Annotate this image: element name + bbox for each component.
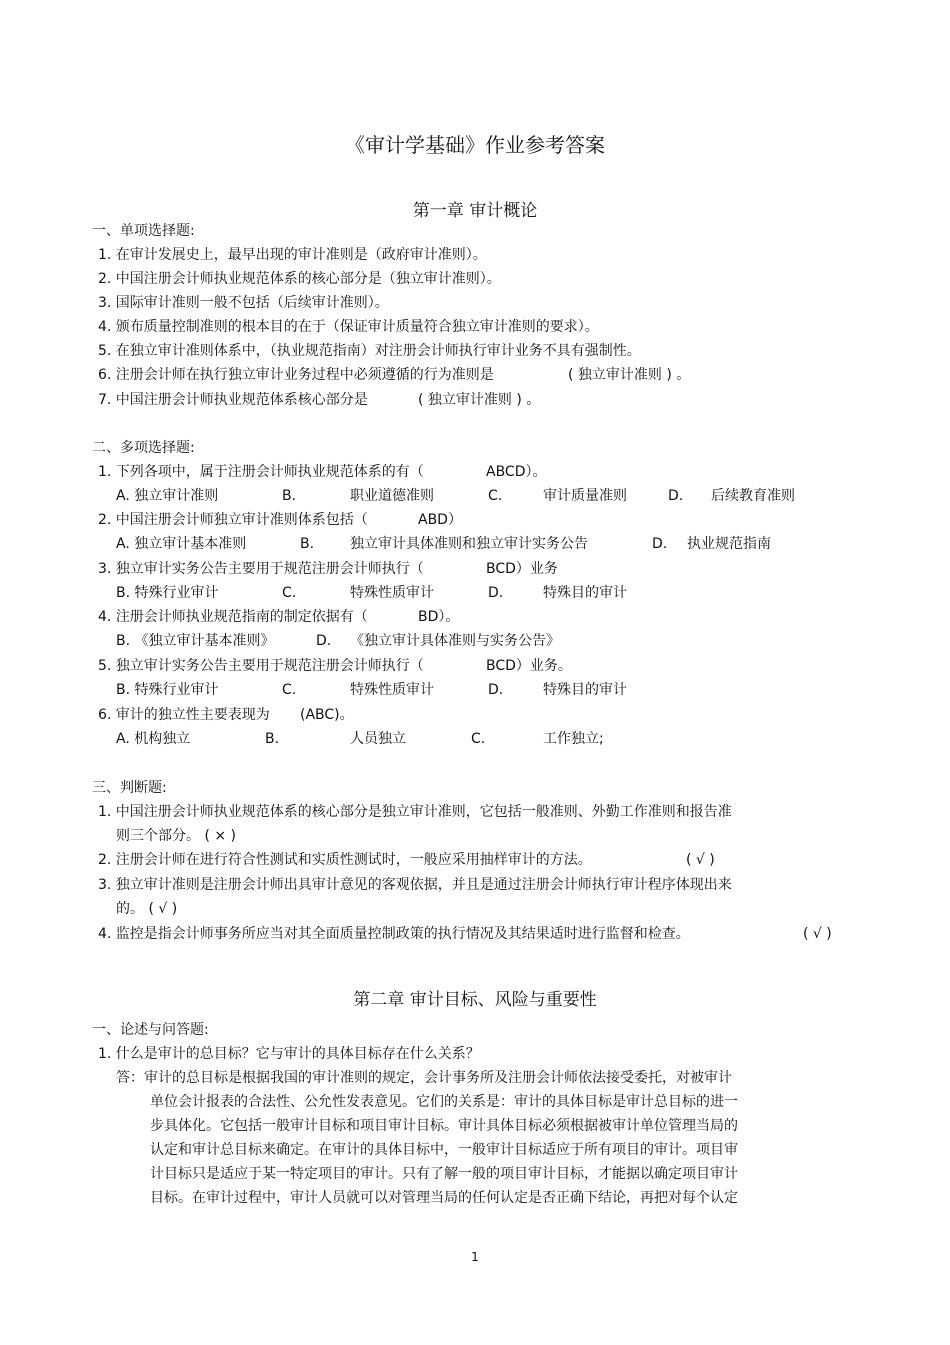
multi-choice-q2: 2. 中国注册会计师独立审计准则体系包括（ [98,512,368,528]
multi-choice-q5-option: C. [282,682,297,698]
single-choice-q6-answer: ( 独立审计准则 ) 。 [568,367,691,383]
multi-choice-q5: 5. 独立审计实务公告主要用于规范注册会计师执行（ [98,658,424,674]
multi-choice-q1-option: D. [668,488,684,504]
multi-choice-q4-option: 《独立审计具体准则与实务公告》 [350,633,560,649]
section-single-choice-heading: 一、单项选择题: [92,223,195,239]
essay-answer-line: 答：审计的总目标是根据我国的审计准则的规定，会计事务所及注册会计师依法接受委托，对被审计 [116,1070,732,1086]
true-false-q2-answer: ( √ ) [686,852,715,868]
essay-answer-line: 认定和审计总目标来确定。在审计的具体目标中，一般审计目标适应于所有项目的审计。项目审 [150,1142,738,1158]
true-false-q4-answer: ( √ ) [803,926,832,942]
multi-choice-q1-option: 职业道德准则 [350,488,434,504]
single-choice-q4: 4. 颁布质量控制准则的根本目的在于（保证审计质量符合独立审计准则的要求）。 [98,319,599,335]
multi-choice-q3-option: D. [488,585,504,601]
single-choice-q2: 2. 中国注册会计师执业规范体系的核心部分是（独立审计准则）。 [98,271,501,287]
multi-choice-q6-answer: (ABC)。 [300,707,354,723]
multi-choice-q4: 4. 注册会计师执业规范指南的制定依据有（ [98,609,368,625]
true-false-q4: 4. 监控是指会计师事务所应当对其全面质量控制政策的执行情况及其结果适时进行监督和检查。 [98,926,690,942]
single-choice-q7-answer: ( 独立审计准则 ) 。 [418,392,541,408]
multi-choice-q1-option: C. [488,488,503,504]
multi-choice-q1-option: A. 独立审计准则 [116,488,219,504]
single-choice-q6: 6. 注册会计师在执行独立审计业务过程中必须遵循的行为准则是 [98,367,494,383]
multi-choice-q4-option: B. 《独立审计基本准则》 [116,633,275,649]
multi-choice-q2-option: D. [652,536,668,552]
essay-q1: 1. 什么是审计的总目标？它与审计的具体目标存在什么关系？ [98,1046,480,1062]
multi-choice-q6-option: C. [471,731,486,747]
multi-choice-q2-option: 独立审计具体准则和独立审计实务公告 [350,536,588,552]
single-choice-q5: 5. 在独立审计准则体系中，（执业规范指南）对注册会计师执行审计业务不具有强制性。 [98,343,641,359]
page-number: 1 [471,1250,479,1264]
true-false-q1: 1. 中国注册会计师执业规范体系的核心部分是独立审计准则，它包括一般准则、外勤工作准则和报告准 [98,804,732,820]
essay-answer-line: 单位会计报表的合法性、公允性发表意见。它们的关系是：审计的具体目标是审计总目标的进一 [150,1094,738,1110]
section-multi-choice-heading: 二、多项选择题: [92,440,195,456]
multi-choice-q1-option: B. [282,488,297,504]
multi-choice-q6-option: B. [265,731,280,747]
multi-choice-q5-option: 特殊目的审计 [543,682,627,698]
multi-choice-q5-option: D. [488,682,504,698]
multi-choice-q2-option: A. 独立审计基本准则 [116,536,247,552]
multi-choice-q4-option: D. [316,633,332,649]
true-false-q3-continuation: 的。 ( √ ) [116,901,178,917]
multi-choice-q6-option: A. 机构独立 [116,731,191,747]
true-false-q2: 2. 注册会计师在进行符合性测试和实质性测试时，一般应采用抽样审计的方法。 [98,852,592,868]
multi-choice-q3-option: B. 特殊行业审计 [116,585,219,601]
essay-answer-line: 目标。在审计过程中，审计人员就可以对管理当局的任何认定是否正确下结论，再把对每个认定 [150,1190,738,1206]
multi-choice-q1-option: 审计质量准则 [543,488,627,504]
multi-choice-q5-option: 特殊性质审计 [350,682,434,698]
single-choice-q7: 7. 中国注册会计师执业规范体系核心部分是 [98,392,368,408]
multi-choice-q3-option: 特殊目的审计 [543,585,627,601]
multi-choice-q1-answer: ABCD）。 [486,464,547,480]
multi-choice-q3-answer: BCD）业务 [486,561,558,577]
multi-choice-q6-option: 人员独立 [350,731,406,747]
true-false-q1-continuation: 则三个部分。 ( × ) [116,828,237,844]
multi-choice-q3-option: 特殊性质审计 [350,585,434,601]
chapter-2-heading: 第二章 审计目标、风险与重要性 [353,990,597,1010]
section-true-false-heading: 三、判断题: [92,780,167,796]
multi-choice-q4-answer: BD）。 [418,609,460,625]
single-choice-q1: 1. 在审计发展史上，最早出现的审计准则是（政府审计准则）。 [98,247,487,263]
true-false-q3: 3. 独立审计准则是注册会计师出具审计意见的客观依据，并且是通过注册会计师执行审计程序体现出来 [98,877,732,893]
multi-choice-q2-option: 执业规范指南 [687,536,771,552]
single-choice-q3: 3. 国际审计准则一般不包括（后续审计准则）。 [98,295,389,311]
multi-choice-q3: 3. 独立审计实务公告主要用于规范注册会计师执行（ [98,561,424,577]
multi-choice-q5-answer: BCD）业务。 [486,658,572,674]
multi-choice-q1: 1. 下列各项中，属于注册会计师执业规范体系的有（ [98,464,424,480]
document-title: 《审计学基础》作业参考答案 [345,133,605,157]
section-essay-heading: 一、论述与问答题: [92,1022,209,1038]
multi-choice-q3-option: C. [282,585,297,601]
essay-answer-line: 计目标只是适应于某一特定项目的审计。只有了解一般的项目审计目标，才能据以确定项目审计 [150,1166,738,1182]
multi-choice-q2-answer: ABD） [418,512,462,528]
multi-choice-q6-option: 工作独立; [543,731,604,747]
multi-choice-q6: 6. 审计的独立性主要表现为 [98,707,270,723]
multi-choice-q5-option: B. 特殊行业审计 [116,682,219,698]
multi-choice-q1-option: 后续教育准则 [711,488,795,504]
multi-choice-q2-option: B. [300,536,315,552]
chapter-1-heading: 第一章 审计概论 [412,201,538,221]
essay-answer-line: 步具体化。它包括一般审计目标和项目审计目标。审计具体目标必须根据被审计单位管理当局的 [150,1118,738,1134]
